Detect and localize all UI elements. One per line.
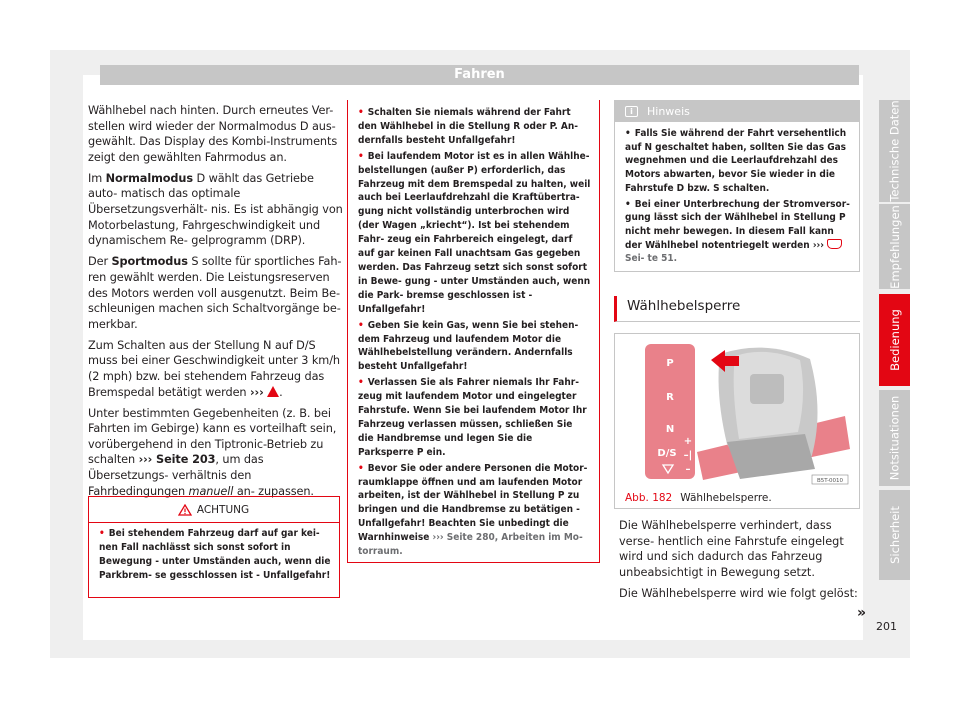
figure-caption: Abb. 182 Wählhebelsperre. [625,492,772,504]
paragraph: Wählhebel nach hinten. Durch erneutes Ver- stellen wird wieder der Normalmodus D aus- gewählt. Das Display des Kombi-Instruments zeigt den gewählten Fahrmodus an. [88,104,338,164]
page-header: Fahren [100,65,859,85]
continue-marker: » [857,605,867,621]
warning-item: • Bei laufendem Motor ist es in allen Wählhe- belstellungen (außer P) erforderlich, das Fahrzeug mit dem Bremspedal zu halten, weil auch bei Leerlaufdrehzahl die Kraftübertra- gung nicht vollständig unterbrochen wird (der Wagen „kriecht“). Ist bei stehendem Fahr- zeug ein Fahrbereich eingelegt, darf auf gar keinen Fall unachtsam Gas gegeben werden. Das Fahrzeug setzt sich sonst sofort in Bewe- gung - unter Umständen auch, wenn die Park- bremse geschlossen ist - Unfallgefahr! [358,150,591,315]
paragraph: Die Wählhebelsperre verhindert, dass verse- hentlich eine Fahrstufe eingelegt wird und sich dadurch das Fahrzeug unbeabsichtigt in Bewegung setzt. [619,519,844,579]
reference-arrow[interactable]: ››› [812,239,824,251]
paragraph: Zum Schalten aus der Stellung N auf D/S muss bei einer Geschwindigkeit unter 3 km/h (2 mph) bzw. bei stehendem Fahrzeug das Bremspedal betätigt werden ››› . [88,338,340,399]
tab-sicherheit[interactable]: Sicherheit [879,490,910,580]
tab-bedienung[interactable]: Bedienung [879,294,910,386]
note-box [614,100,860,272]
tab-notsituationen[interactable]: Notsituationen [879,390,910,486]
column-right-text [619,518,859,607]
section-title: Wählhebelsperre [614,296,860,322]
figure [614,333,860,509]
note-item: • Bei einer Unterbrechung der Stromversor- gung lässt sich der Wählhebel in Stellung P nicht mehr bewegen. In diesem Fall kann der Wählhebel notentriegelt werden ››› Sei- te 51. [625,198,850,265]
page-link[interactable]: ››› Seite 203 [138,453,216,467]
svg-text:–|: –| [683,450,693,461]
warning-item: • Verlassen Sie als Fahrer niemals Ihr Fahr- zeug mit laufendem Motor und eingelegter Fahrstufe. Wenn Sie bei laufendem Motor Ihr Fahrzeug verlassen müssen, schließen Sie die Handbremse und legen Sie die Parksperre P ein. [358,377,587,458]
column-left [88,103,343,505]
note-box-header [615,101,859,122]
note-item: • Falls Sie während der Fahrt versehentlich auf N geschaltet haben, sollten Sie das Gas wegnehmen und die Leerlaufdrehzahl des Motors abwarten, bevor Sie wieder in die Fahrstufe D bzw. S schalten. [625,128,847,194]
gear-label: R [666,392,674,403]
paragraph: Der Sportmodus S sollte für sportliches Fah- ren gewählt werden. Die Leistungsreserven des Motors werden voll ausgenutzt. Beim Be- schleunigen machen sich Schaltvorgänge be- merkbar. [88,255,342,331]
warning-label: ACHTUNG [196,503,250,516]
book-icon [827,239,842,249]
warning-triangle-icon [179,505,191,516]
warning-item: • Geben Sie kein Gas, wenn Sie bei stehen- dem Fahrzeug und laufendem Motor die Wählhebelstellung verändern. Andernfalls besteht Unfallgefahr! [358,319,579,373]
warning-item: • Bei stehendem Fahrzeug darf auf gar kei- nen Fall nachlässt sich sonst sofort in Bewegung - unter Umständen auch, wenn die Parkbrem- se gesschlossen ist - Unfallgefahr! [99,528,331,581]
warning-triangle-icon [267,386,279,397]
note-label: Hinweis [647,105,690,118]
reference-arrow[interactable]: ››› [249,385,264,399]
paragraph: Die Wählhebelsperre wird wie folgt gelöst: [619,586,858,600]
gear-selector-illustration [615,334,858,487]
paragraph: Unter bestimmten Gegebenheiten (z. B. bei Fahrten im Gebirge) kann es vorteilhaft sein, vorübergehend in den Tiptronic-Betrieb zu schalten ››› Seite 203, um das Übersetzungs- verhältnis den Fahrbedingungen manuell an- zupassen. [88,406,337,498]
warning-continued-box [347,100,600,563]
gear-label: P [666,358,674,369]
warning-box [88,496,340,598]
svg-text:–: – [685,464,691,475]
tab-empfehlungen[interactable]: Empfehlungen [879,204,910,289]
svg-text:+: + [683,436,693,447]
page-link[interactable]: Sei- te 51. [625,253,678,265]
warning-box-header [89,497,339,523]
info-icon: i [625,106,638,117]
warning-item: • Bevor Sie oder andere Personen die Motor- raumklappe öffnen und am laufenden Motor arbeiten, ist der Wählhebel in Stellung P zu bringen und die Handbremse zu betätigen - Unfallgefahr! Beachten Sie unbedingt die Warnhinweise ››› Seite 280, Arbeiten im Mo- torraum. [358,462,588,558]
figure-code: B5T-0010 [816,478,844,484]
paragraph: Im Normalmodus D wählt das Getriebe auto- matisch das optimale Übersetzungsverhält- nis. Es ist abhängig von Motorbelastung, Fahrgeschwindigkeit und dynamischem Re- gelprogramm (DRP). [88,171,343,248]
tab-technische-daten[interactable]: Technische Daten [879,100,910,202]
gear-label: N [665,424,675,435]
warning-item: • Schalten Sie niemals während der Fahrt den Wählhebel in die Stellung R oder P. An- dernfalls besteht Unfallgefahr! [358,107,579,146]
page-number: 201 [876,620,897,633]
gear-label: D/S [657,448,677,459]
page-link[interactable]: ››› Seite 280, Arbeiten im Mo- torraum. [358,532,583,558]
